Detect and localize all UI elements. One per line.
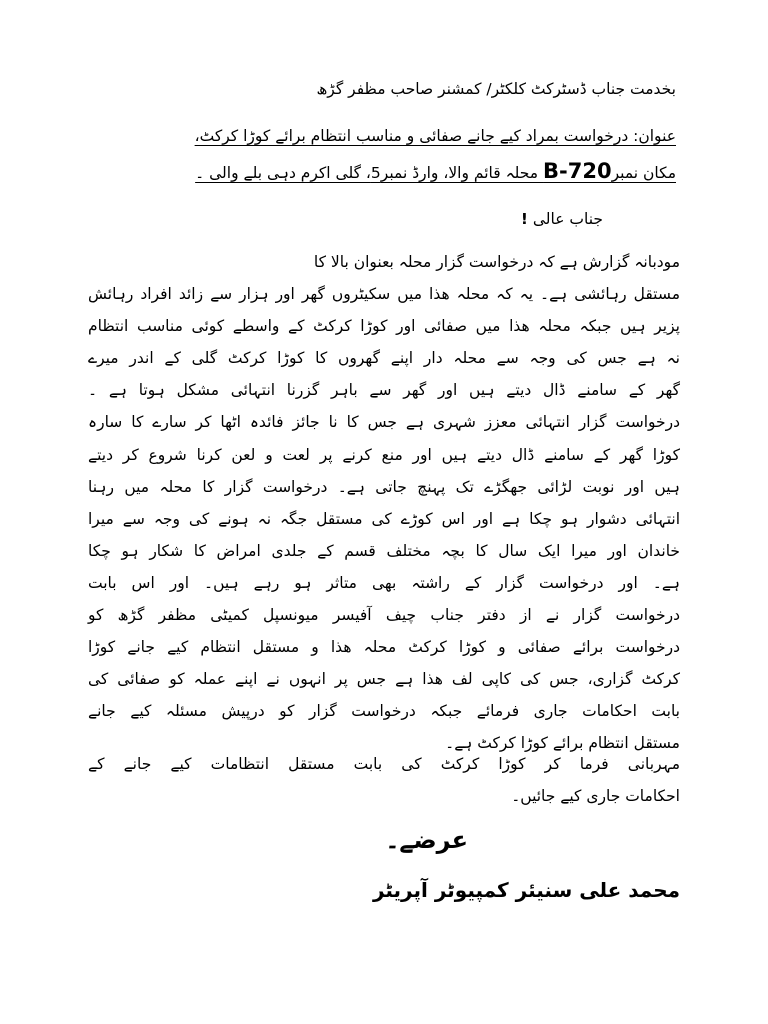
body-line: مودبانہ گزارش ہے کہ درخواست گزار محلہ بعنوان بالا کا [313,253,680,271]
body-line: درخواست گزار نے از دفتر جناب چیف آفیسر میونسپل کمیٹی مظفر گڑھ کو [88,606,680,625]
house-number: B-720 [543,159,612,183]
body-line: درخواست برائے صفائی و کوڑا کرکٹ محلہ ھذا و مستقل انتظام کیے جانے کوڑا [88,638,680,657]
salutation-mark: ! [520,210,528,228]
letter-body [88,246,680,760]
subject-line-1: عنوان: درخواست بمراد کیے جانے صفائی و مناسب انتظام برائے کوڑا کرکٹ، [194,127,676,145]
subject-line-2 [195,160,676,184]
body-line: خاندان اور میرا ایک سال کا بچہ مختلف قسم کے جلدی امراض کا شکار ہو چکا [88,541,680,560]
request-line: مہربانی فرما کر کوڑا کرکٹ کی بابت مستقل انتظامات کیے جانے کے [88,755,680,773]
body-line: درخواست گزار انتہائی معزز شہری ہے جس کا نا جائز فائدہ اٹھا کر سارے کا سارہ [88,413,680,432]
salutation-text: جناب عالی [532,210,603,228]
request-line: احکامات جاری کیے جائیں۔ [511,787,680,806]
subject-address: محلہ قائم والا، وارڈ نمبر5، گلی اکرم دہی بلے والی ۔ [195,164,544,182]
body-line: پزیر ہیں جبکہ محلہ ھذا میں صفائی اور کوڑا کرکٹ کے واسطے کوئی مناسب انتظام [88,317,680,336]
body-line: کوڑا گھر کے سامنے ڈال دیتے ہیں اور منع کرنے پر لعت و لعن کرنا شروع کر دیتے [88,445,680,464]
body-line: ہے۔ اور درخواست گزار کے راشتہ بھی متاثر ہو رہے ہیں۔ اور اس بابت [88,573,680,592]
closing-text: عرضے۔ [385,826,468,854]
body-line: مستقل رہائشی ہے۔ یہ کہ محلہ ھذا میں سکیٹروں گھر اور ہزار سے زائد افراد رہائش [88,285,680,304]
body-line: نہ ہے جس کی وجہ سے محلہ دار اپنے گھروں کا کوڑا کرکٹ گلی کے اندر میرے [88,349,680,368]
body-line: بابت احکامات جاری فرمائے جبکہ درخواست گزار کو درپیش مسئلہ کیے جانے [88,702,680,721]
subject-house-label: مکان نمبر [611,164,676,182]
body-line: گھر کے سامنے ڈال دیتے ہیں اور گھر سے باہر گزرنا انتہائی مشکل ہوتا ہے ۔ [88,381,680,400]
body-line: انتہائی دشوار ہو چکا ہے اور اس کوڑے کی مستقل جگہ نہ ہونے کی وجہ سے میرا [88,509,680,528]
addressee-line: بخدمت جناب ڈسٹرکٹ کلکٹر/ کمشنر صاحب مظفر گڑھ [316,80,676,98]
body-line: ہیں اور نوبت لڑائی جھگڑے تک پہنچ جاتی ہے۔ درخواست گزار کا محلہ میں رہنا [88,477,680,496]
body-line: مستقل انتظام برائے کوڑا کرکٹ ہے۔ [445,734,680,753]
signature: محمد علی سنیئر کمپیوٹر آپریٹر [372,878,680,902]
request-paragraph [88,748,680,812]
body-line: کرکٹ گزاری، جس کی کاپی لف ھذا ہے جس پر انہوں نے اپنے عملہ کو صفائی کی [88,670,680,689]
salutation [521,208,603,230]
